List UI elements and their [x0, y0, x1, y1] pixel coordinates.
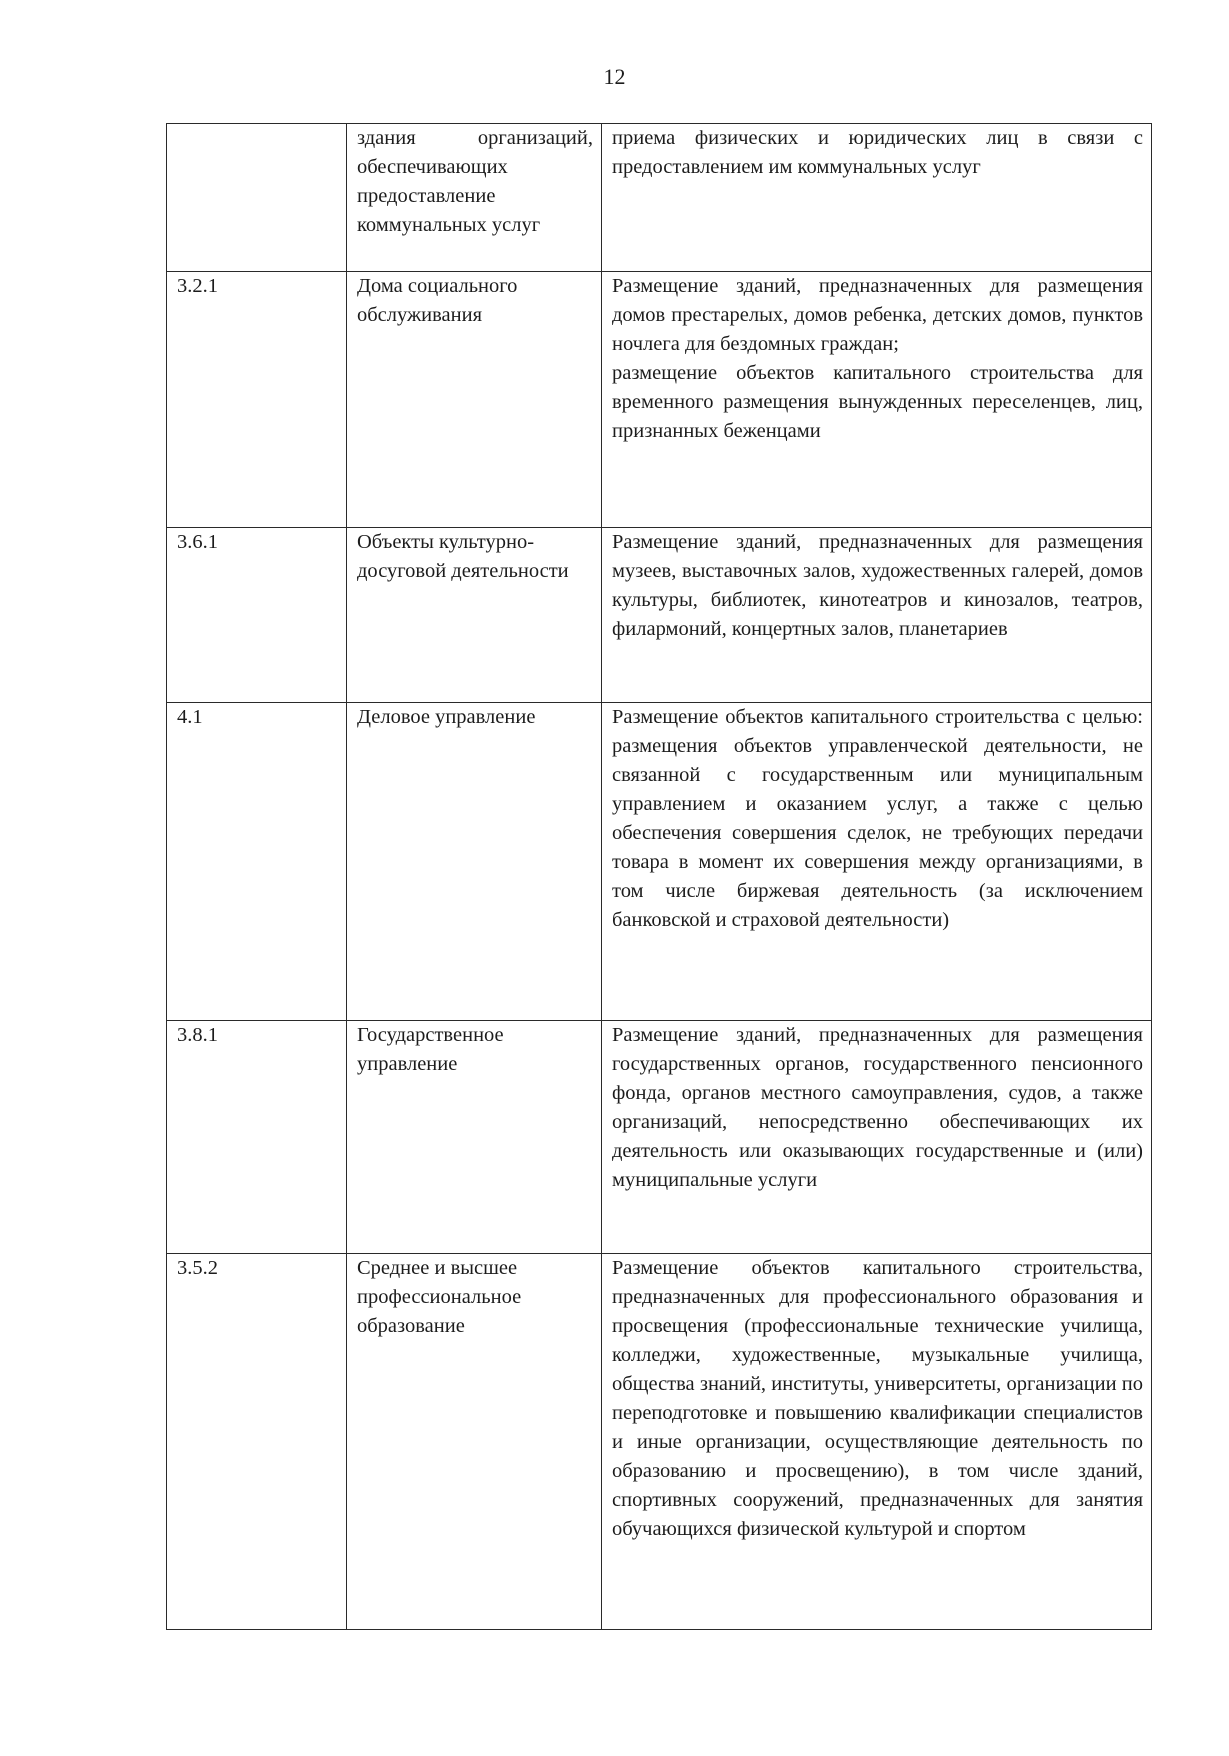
row-description: [602, 1021, 1152, 1254]
row-name: Деловое управление: [347, 703, 602, 1021]
description-paragraph: приема физических и юридических лиц в связи с предоставлением им коммунальных услуг: [612, 127, 1143, 178]
row-name: Среднее и высшее профессиональное образование: [347, 1254, 602, 1630]
table-row: [167, 1254, 1152, 1630]
description-paragraph: Размещение зданий, предназначенных для размещения музеев, выставочных залов, художественных галерей, домов культуры, библиотек, кинотеатров и кинозалов, театров, филармоний, концертных залов, планетариев: [612, 531, 1143, 640]
row-description: [602, 703, 1152, 1021]
table-row: [167, 272, 1152, 528]
description-paragraph: Размещение зданий, предназначенных для размещения домов престарелых, домов ребенка, детских домов, пунктов ночлега для бездомных граждан;: [612, 275, 1143, 355]
row-code: 3.5.2: [167, 1254, 347, 1630]
row-code: 3.2.1: [167, 272, 347, 528]
description-paragraph: Размещение зданий, предназначенных для размещения государственных органов, государственного пенсионного фонда, органов местного самоуправления, судов, а также организаций, непосредственно обеспечивающих их деятельность или оказывающих государственные и (или) муниципальные услуги: [612, 1024, 1143, 1191]
description-paragraph: размещение объектов капитального строительства для временного размещения вынужденных переселенцев, лиц, признанных беженцами: [612, 362, 1143, 442]
row-code: 4.1: [167, 703, 347, 1021]
description-paragraph: Размещение объектов капитального строительства с целью: размещения объектов управленческой деятельности, не связанной с государственным или муниципальным управлением и оказанием услуг, а также с целью обеспечения совершения сделок, не требующих передачи товара в момент их совершения между организациями, в том числе биржевая деятельность (за исключением банковской и страховой деятельности): [612, 706, 1143, 931]
row-name: Государственное управление: [347, 1021, 602, 1254]
table-row: [167, 1021, 1152, 1254]
row-description: [602, 1254, 1152, 1630]
row-description: [602, 272, 1152, 528]
row-name: Дома социального обслуживания: [347, 272, 602, 528]
row-code: 3.8.1: [167, 1021, 347, 1254]
row-code: 3.6.1: [167, 528, 347, 703]
land-use-table: [166, 123, 1152, 1630]
row-name: здания организаций, обеспечивающих предоставление коммунальных услуг: [347, 124, 602, 272]
table-row: [167, 703, 1152, 1021]
row-name: Объекты культурно-досуговой деятельности: [347, 528, 602, 703]
row-code: [167, 124, 347, 272]
page-number: 12: [603, 64, 626, 89]
row-description: [602, 528, 1152, 703]
table-row: [167, 124, 1152, 272]
description-paragraph: Размещение объектов капитального строительства, предназначенных для профессионального образования и просвещения (профессиональные технические училища, колледжи, художественные, музыкальные училища, общества знаний, институты, университеты, организации по переподготовке и повышению квалификации специалистов и иные организации, осуществляющие деятельность по образованию и просвещению), в том числе зданий, спортивных сооружений, предназначенных для занятия обучающихся физической культурой и спортом: [612, 1257, 1143, 1540]
table-row: [167, 528, 1152, 703]
row-description: [602, 124, 1152, 272]
